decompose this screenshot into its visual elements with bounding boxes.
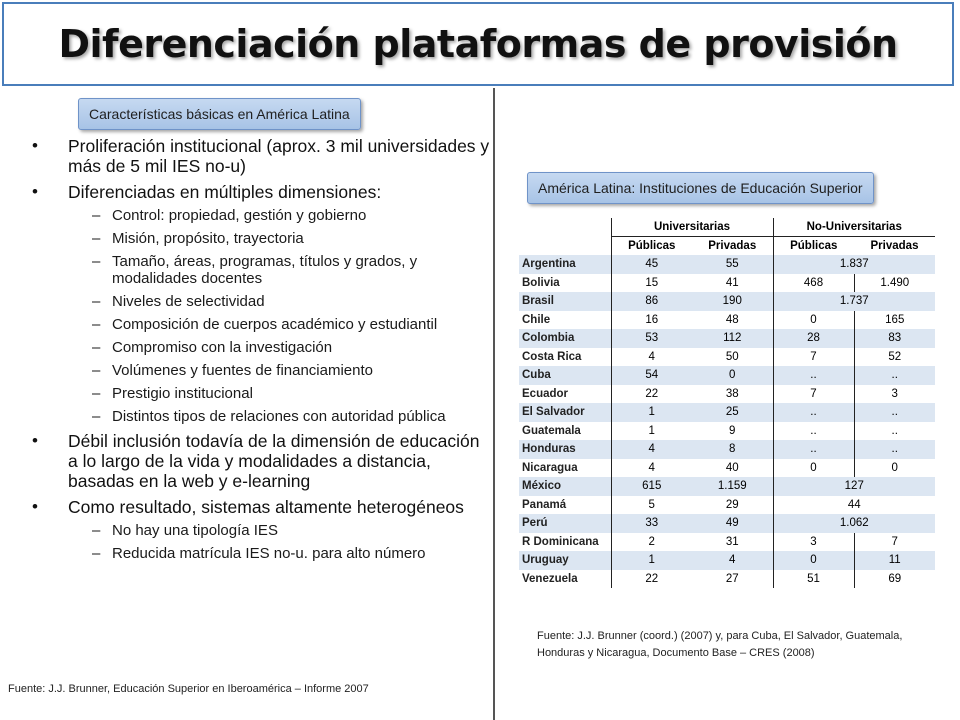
u-publicas-cell: 5 <box>611 496 692 515</box>
country-cell: R Dominicana <box>522 535 599 548</box>
bullet-item: • Como resultado, sistemas altamente heterogéneos – No hay una tipología IES – Reducida matrícula IES no-u. para alto número <box>30 497 492 562</box>
nu-privadas-cell: 165 <box>854 311 935 330</box>
subheader-u-publicas: Públicas <box>611 237 692 256</box>
nu-publicas-cell: 7 <box>810 387 817 400</box>
nu-total-cell: 44 <box>847 498 861 511</box>
nu-publicas-cell: 0 <box>810 461 817 474</box>
sub-bullet-list <box>68 207 492 425</box>
table-row <box>519 496 935 515</box>
u-privadas-cell: 4 <box>692 551 773 570</box>
country-cell: Colombia <box>519 329 611 348</box>
nu-privadas-cell: 3 <box>854 385 935 404</box>
group-header-no-universitarias: No-Universitarias <box>773 218 935 237</box>
table-body <box>519 255 935 588</box>
u-publicas-cell: 4 <box>611 440 692 459</box>
nu-publicas-cell: .. <box>773 366 854 385</box>
sub-bullet-item: – Prestigio institucional <box>30 385 492 402</box>
u-publicas-cell: 33 <box>611 514 692 533</box>
table-row <box>519 366 935 385</box>
subheader-nu-privadas: Privadas <box>854 237 935 256</box>
country-cell: Brasil <box>519 292 611 311</box>
u-privadas-cell: 55 <box>692 255 773 274</box>
sub-bullet-item: – Tamaño, áreas, programas, títulos y grados, y modalidades docentes <box>30 253 492 287</box>
left-source-note: Fuente: J.J. Brunner, Educación Superior en Iberoamérica – Informe 2007 <box>8 683 369 695</box>
table-row <box>519 403 935 422</box>
nu-total-cell: 127 <box>773 477 935 496</box>
left-section-label: Características básicas en América Latina <box>78 98 361 130</box>
bullet-list <box>30 136 492 568</box>
nu-privadas-cell: 69 <box>854 570 935 589</box>
u-publicas-cell: 4 <box>611 459 692 478</box>
table-row <box>519 422 935 441</box>
table-row <box>519 514 935 533</box>
nu-publicas-cell: 51 <box>807 572 820 585</box>
table-row <box>519 477 935 496</box>
institutions-table <box>519 218 935 588</box>
country-cell: Chile <box>522 313 551 326</box>
u-privadas-cell: 0 <box>692 366 773 385</box>
nu-total-cell: 1.062 <box>773 514 935 533</box>
sub-bullet-item: – No hay una tipología IES <box>30 522 492 539</box>
table-row <box>519 329 935 348</box>
nu-total-cell: 1.737 <box>773 292 935 311</box>
bullet-item: • Débil inclusión todavía de la dimensión de educación a lo largo de la vida y modalidades a distancia, basadas en la web y e-learning <box>30 431 492 491</box>
subheader-nu-publicas: Públicas <box>773 237 854 256</box>
sub-bullet-list <box>68 522 492 562</box>
country-cell: Ecuador <box>522 387 569 400</box>
slide-title: Diferenciación plataformas de provisión <box>58 22 898 66</box>
nu-publicas-cell: 3 <box>810 535 817 548</box>
country-cell: Uruguay <box>519 551 611 570</box>
country-cell: Guatemala <box>522 424 581 437</box>
u-privadas-cell: 25 <box>692 403 773 422</box>
right-section-label: América Latina: Instituciones de Educación Superior <box>527 172 874 204</box>
u-publicas-cell: 86 <box>611 292 692 311</box>
nu-privadas-cell: 1.490 <box>854 274 935 293</box>
nu-publicas-cell: 0 <box>773 551 854 570</box>
right-source-note: Fuente: J.J. Brunner (coord.) (2007) y, para Cuba, El Salvador, Guatemala, Honduras y Nicaragua, Documento Base – CRES (2008) <box>537 630 903 659</box>
u-privadas-cell: 48 <box>692 311 773 330</box>
u-publicas-cell: 45 <box>611 255 692 274</box>
sub-bullet-item: – Niveles de selectividad <box>30 293 492 310</box>
u-privadas-cell: 112 <box>692 329 773 348</box>
u-publicas-cell: 1 <box>611 422 692 441</box>
bullet-item: • Diferenciadas en múltiples dimensiones: – Control: propiedad, gestión y gobierno – Misión, propósito, trayectoria – Tamaño, áreas, programas, títulos y grados, y modalidades docentes – Niveles de selectividad – Composición de cuerpos académico y estudiantil – Compromiso con la investigación – Volúmenes y fuentes de financiamiento – Prestigio institucional – Distintos tipos de relaciones con autoridad pública <box>30 182 492 425</box>
sub-bullet-item: – Misión, propósito, trayectoria <box>30 230 492 247</box>
u-publicas-cell: 22 <box>611 570 692 589</box>
u-privadas-cell: 41 <box>692 274 773 293</box>
nu-privadas-cell: 7 <box>854 533 935 552</box>
table-row <box>519 274 935 293</box>
country-cell: Bolivia <box>522 276 560 289</box>
u-privadas-cell: 29 <box>692 496 773 515</box>
u-privadas-cell: 8 <box>692 440 773 459</box>
nu-publicas-cell: .. <box>773 440 854 459</box>
u-publicas-cell: 54 <box>611 366 692 385</box>
u-publicas-cell: 2 <box>611 533 692 552</box>
nu-publicas-cell: 7 <box>810 350 817 363</box>
nu-publicas-cell: 28 <box>773 329 854 348</box>
nu-publicas-cell: .. <box>810 424 817 437</box>
nu-publicas-cell: .. <box>773 403 854 422</box>
u-publicas-cell: 1 <box>611 551 692 570</box>
table-row <box>519 292 935 311</box>
table-subheader-row <box>519 237 935 256</box>
u-publicas-cell: 22 <box>611 385 692 404</box>
u-publicas-cell: 615 <box>611 477 692 496</box>
country-cell: El Salvador <box>519 403 611 422</box>
country-cell: Honduras <box>519 440 611 459</box>
nu-privadas-cell: .. <box>854 366 935 385</box>
table-row <box>519 255 935 274</box>
table-row <box>519 533 935 552</box>
u-privadas-cell: 27 <box>692 570 773 589</box>
u-privadas-cell: 50 <box>692 348 773 367</box>
country-cell: Nicaragua <box>522 461 578 474</box>
u-privadas-cell: 31 <box>692 533 773 552</box>
table-row <box>519 570 935 589</box>
nu-total-cell: 1.837 <box>773 255 935 274</box>
u-privadas-cell: 49 <box>692 514 773 533</box>
nu-privadas-cell: 52 <box>854 348 935 367</box>
u-publicas-cell: 53 <box>611 329 692 348</box>
u-publicas-cell: 15 <box>611 274 692 293</box>
country-cell: México <box>519 477 611 496</box>
table-row <box>519 385 935 404</box>
u-privadas-cell: 40 <box>692 459 773 478</box>
table-group-header-row <box>519 218 935 237</box>
title-bar <box>2 2 954 86</box>
nu-privadas-cell: .. <box>854 440 935 459</box>
nu-privadas-cell: .. <box>854 422 935 441</box>
nu-publicas-cell: 468 <box>803 276 824 289</box>
subheader-u-privadas: Privadas <box>692 237 773 256</box>
table-row <box>519 311 935 330</box>
nu-privadas-cell: .. <box>854 403 935 422</box>
sub-bullet-item: – Distintos tipos de relaciones con autoridad pública <box>30 408 492 425</box>
country-cell: Venezuela <box>522 572 578 585</box>
table-row <box>519 551 935 570</box>
sub-bullet-item: – Composición de cuerpos académico y estudiantil <box>30 316 492 333</box>
nu-publicas-cell: 0 <box>810 313 817 326</box>
u-privadas-cell: 38 <box>692 385 773 404</box>
u-publicas-cell: 4 <box>611 348 692 367</box>
sub-bullet-item: – Compromiso con la investigación <box>30 339 492 356</box>
country-cell: Costa Rica <box>522 350 582 363</box>
u-privadas-cell: 190 <box>692 292 773 311</box>
u-privadas-cell: 9 <box>692 422 773 441</box>
u-publicas-cell: 1 <box>611 403 692 422</box>
bullet-item: • Proliferación institucional (aprox. 3 mil universidades y más de 5 mil IES no-u) <box>30 136 492 176</box>
group-header-universitarias: Universitarias <box>611 218 773 237</box>
nu-privadas-cell: 0 <box>854 459 935 478</box>
country-cell: Argentina <box>519 255 611 274</box>
table-row <box>519 440 935 459</box>
column-divider <box>493 88 495 720</box>
table-row <box>519 348 935 367</box>
table-row <box>519 459 935 478</box>
u-publicas-cell: 16 <box>611 311 692 330</box>
country-cell: Panamá <box>522 498 567 511</box>
nu-privadas-cell: 83 <box>854 329 935 348</box>
sub-bullet-item: – Reducida matrícula IES no-u. para alto número <box>30 545 492 562</box>
country-cell: Perú <box>519 514 611 533</box>
nu-privadas-cell: 11 <box>854 551 935 570</box>
sub-bullet-item: – Control: propiedad, gestión y gobierno <box>30 207 492 224</box>
country-cell: Cuba <box>519 366 611 385</box>
sub-bullet-item: – Volúmenes y fuentes de financiamiento <box>30 362 492 379</box>
u-privadas-cell: 1.159 <box>692 477 773 496</box>
